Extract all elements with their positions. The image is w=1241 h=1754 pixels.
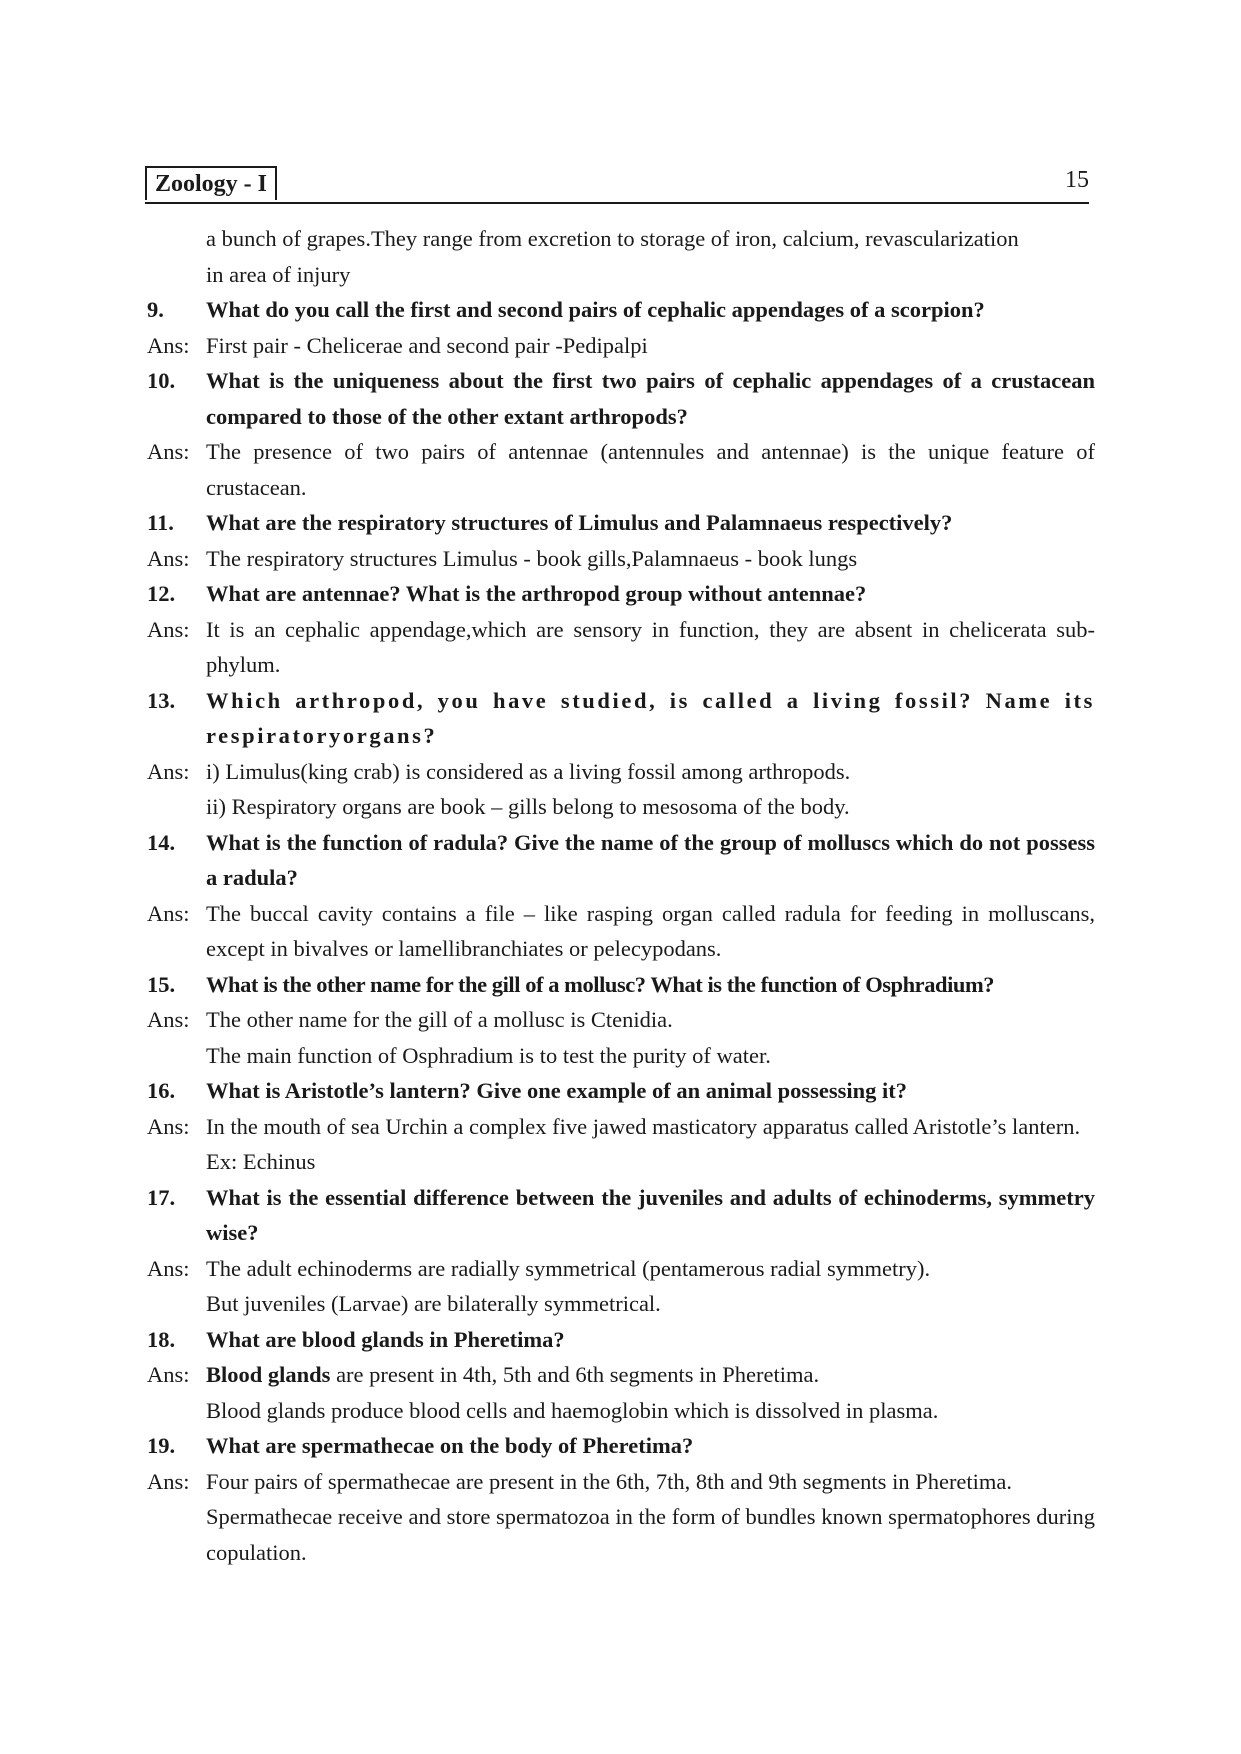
answer-label: Ans: — [147, 1007, 190, 1032]
answer-label: Ans: — [147, 758, 190, 784]
answer-text: The main function of Osphradium is to test the purity of water. — [206, 1042, 771, 1068]
answer-text: The other name for the gill of a mollusc is Ctenidia. — [206, 1007, 673, 1032]
question-row — [147, 825, 1095, 896]
question-text: What is Aristotle’s lantern? Give one example of an animal possessing it? — [206, 1078, 908, 1103]
answer-continuation — [147, 1499, 1095, 1570]
intro-line-1 — [147, 221, 1095, 257]
answer-text: Four pairs of spermathecae are present in the 6th, 7th, 8th and 9th segments in Pheretima. — [206, 1468, 1013, 1494]
answer-row — [147, 1251, 1095, 1287]
answer-text — [206, 1357, 1095, 1393]
answer-continuation — [147, 1286, 1095, 1322]
intro-line-2 — [147, 257, 1095, 293]
header-title: Zoology - I — [145, 166, 277, 200]
answer-row — [147, 1109, 1095, 1145]
answer-text: Blood glands produce blood cells and haemoglobin which is dissolved in plasma. — [206, 1397, 939, 1423]
answer-bold-term: Blood glands — [206, 1362, 331, 1387]
intro-text-1: a bunch of grapes.They range from excretion to storage of iron, calcium, revascularization — [206, 226, 1019, 251]
question-number: 14. — [147, 829, 176, 855]
answer-text: But juveniles (Larvae) are bilaterally symmetrical. — [206, 1291, 661, 1316]
question-number: 19. — [147, 1433, 176, 1458]
question-row — [147, 1428, 1095, 1464]
page-header — [145, 166, 1089, 204]
answer-text: In the mouth of sea Urchin a complex five jawed masticatory apparatus called Aristotle’s lantern. — [206, 1113, 1081, 1139]
answer-text-rest: are present in 4th, 5th and 6th segments in Pheretima. — [330, 1362, 820, 1387]
answer-continuation — [147, 789, 1095, 825]
question-text: What are antennae? What is the arthropod group without antennae? — [206, 581, 867, 606]
question-text: What is the essential difference between the juveniles and adults of echinoderms, symmetry wise? — [206, 1184, 1095, 1245]
question-text: What are spermathecae on the body of Pheretima? — [206, 1433, 694, 1458]
answer-label: Ans: — [147, 900, 190, 926]
question-row — [147, 1073, 1095, 1109]
answer-continuation — [147, 1393, 1095, 1429]
answer-label: Ans: — [147, 1468, 190, 1494]
answer-text: Ex: Echinus — [206, 1149, 316, 1174]
answer-label: Ans: — [147, 439, 190, 464]
answer-text: It is an cephalic appendage,which are sensory in function, they are absent in chelicerata sub-phylum. — [206, 616, 1095, 677]
question-text: What is the uniqueness about the first two pairs of cephalic appendages of a crustacean compared to those of the other extant arthropods? — [206, 368, 1095, 429]
answer-label: Ans: — [147, 1113, 190, 1139]
answer-continuation — [147, 1144, 1095, 1180]
answer-continuation — [147, 1038, 1095, 1074]
answer-label: Ans: — [147, 616, 190, 642]
answer-label: Ans: — [147, 332, 190, 358]
question-row — [147, 363, 1095, 434]
answer-text: First pair - Chelicerae and second pair -Pedipalpi — [206, 332, 648, 358]
question-row — [147, 1180, 1095, 1251]
question-number: 12. — [147, 581, 176, 606]
answer-row — [147, 541, 1095, 577]
question-number: 15. — [147, 971, 176, 997]
page-content — [147, 221, 1095, 1570]
answer-text: The adult echinoderms are radially symmetrical (pentamerous radial symmetry). — [206, 1255, 931, 1281]
answer-row — [147, 1002, 1095, 1038]
answer-label: Ans: — [147, 1362, 190, 1387]
question-text: What are blood glands in Pheretima? — [206, 1326, 565, 1352]
intro-text-2: in area of injury — [206, 261, 351, 287]
answer-row — [147, 612, 1095, 683]
question-text: What are the respiratory structures of Limulus and Palamnaeus respectively? — [206, 510, 953, 535]
answer-text: Spermathecae receive and store spermatozoa in the form of bundles known spermatophores during copulation. — [206, 1504, 1095, 1565]
question-number: 9. — [147, 297, 164, 322]
answer-row — [147, 754, 1095, 790]
question-row — [147, 576, 1095, 612]
question-number: 10. — [147, 368, 176, 393]
answer-row — [147, 896, 1095, 967]
question-number: 16. — [147, 1078, 176, 1103]
answer-label: Ans: — [147, 545, 190, 571]
question-row — [147, 683, 1095, 754]
question-text: What do you call the first and second pairs of cephalic appendages of a scorpion? — [206, 297, 985, 322]
answer-row — [147, 328, 1095, 364]
question-number: 18. — [147, 1326, 176, 1352]
answer-text: i) Limulus(king crab) is considered as a living fossil among arthropods. — [206, 758, 851, 784]
answer-text: ii) Respiratory organs are book – gills belong to mesosoma of the body. — [206, 794, 850, 819]
answer-label: Ans: — [147, 1255, 190, 1281]
question-row — [147, 967, 1095, 1003]
page-number: 15 — [1065, 167, 1089, 193]
answer-text: The presence of two pairs of antennae (antennules and antennae) is the unique feature of crustacean. — [206, 439, 1095, 500]
question-number: 13. — [147, 687, 176, 713]
answer-row — [147, 1464, 1095, 1500]
question-text: What is the other name for the gill of a mollusc? What is the function of Osphradium? — [206, 971, 995, 997]
question-number: 11. — [147, 510, 174, 535]
question-row — [147, 1322, 1095, 1358]
question-number: 17. — [147, 1184, 176, 1210]
answer-row — [147, 434, 1095, 505]
answer-text: The buccal cavity contains a file – like rasping organ called radula for feeding in molluscans, except in bivalves or lamellibranchiates or pelecypodans. — [206, 900, 1095, 961]
answer-row — [147, 1357, 1095, 1393]
question-row — [147, 505, 1095, 541]
question-text: Which arthropod, you have studied, is called a living fossil? Name its respiratoryorgans? — [206, 687, 1095, 748]
question-row — [147, 292, 1095, 328]
answer-text: The respiratory structures Limulus - book gills,Palamnaeus - book lungs — [206, 545, 858, 571]
question-text: What is the function of radula? Give the name of the group of molluscs which do not possess a radula? — [206, 829, 1095, 890]
